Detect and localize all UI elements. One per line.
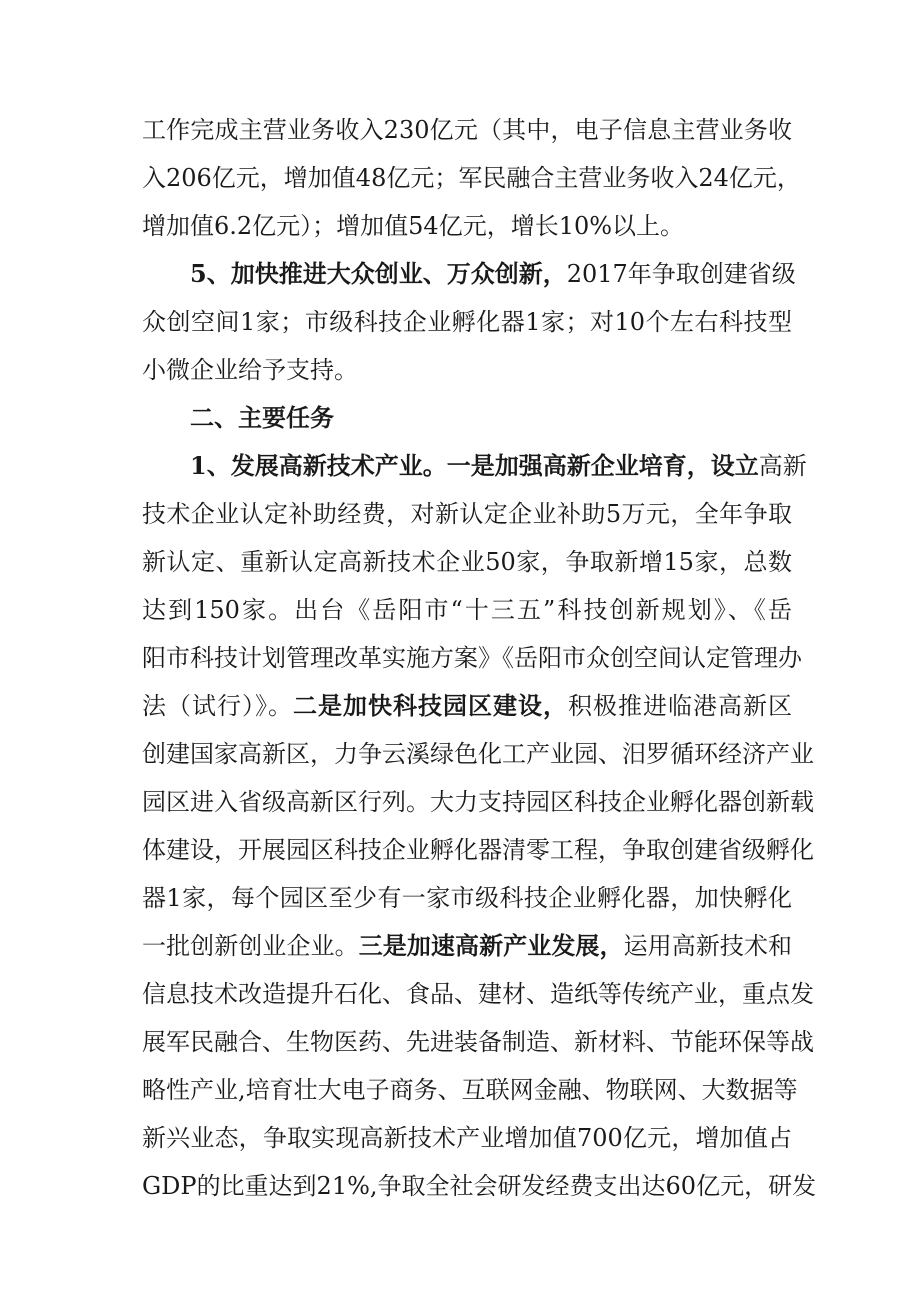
body-text: 一批创新创业企业。 (142, 932, 359, 960)
paragraph-line (190, 259, 796, 289)
paragraph-line (142, 691, 792, 721)
paragraph-line: 入206亿元，增加值48亿元；军民融合主营业务收入24亿元， (142, 164, 801, 192)
paragraph-line: 技术企业认定补助经费，对新认定企业补助5万元，全年争取 (142, 500, 792, 528)
paragraph-line (190, 451, 807, 481)
paragraph-line: 信息技术改造提升石化、食品、建材、造纸等传统产业，重点发 (142, 980, 814, 1008)
paragraph-line: 工作完成主营业务收入230亿元（其中，电子信息主营业务收 (142, 116, 792, 144)
paragraph-line: 新认定、重新认定高新技术企业50家，争取新增15家，总数 (142, 548, 792, 576)
paragraph-line: 小微企业给予支持。 (142, 356, 358, 384)
bold-heading-text: 1、发展高新技术产业。一是加强高新企业培育，设立 (190, 451, 759, 480)
section-heading-text: 二、主要任务 (190, 403, 334, 432)
body-text: 2017年争取创建省级 (566, 260, 796, 288)
paragraph-line: 众创空间1家；市级科技企业孵化器1家；对10个左右科技型 (142, 308, 792, 336)
paragraph-line: 阳市科技计划管理改革实施方案》《岳阳市众创空间认定管理办 (142, 644, 802, 672)
body-text: 积极推进临港高新区 (568, 692, 792, 720)
paragraph-line: 增加值6.2亿元）；增加值54亿元，增长10%以上。 (142, 212, 685, 240)
bold-heading-text: 三是加速高新产业发展， (358, 931, 624, 960)
paragraph-line: 新兴业态，争取实现高新技术产业增加值700亿元，增加值占 (142, 1124, 792, 1152)
paragraph-line: 体建设，开展园区科技企业孵化器清零工程，争取创建省级孵化 (142, 836, 814, 864)
paragraph-line: 园区进入省级高新区行列。大力支持园区科技企业孵化器创新载 (142, 788, 814, 816)
body-text: 高新 (758, 452, 807, 480)
paragraph-line: 展军民融合、生物医药、先进装备制造、新材料、节能环保等战 (142, 1028, 814, 1056)
paragraph-line: 创建国家高新区，力争云溪绿色化工产业园、汨罗循环经济产业 (142, 740, 814, 768)
paragraph-line (142, 931, 792, 961)
bold-heading-text: 5、加快推进大众创业、万众创新， (190, 259, 567, 288)
paragraph-line: GDP的比重达到21%,争取全社会研发经费支出达60亿元，研发 (142, 1172, 817, 1200)
bold-heading-text: 二是加快科技园区建设， (293, 691, 568, 720)
paragraph-line: 略性产业,培育壮大电子商务、互联网金融、物联网、大数据等 (142, 1076, 798, 1104)
paragraph-line: 器1家，每个园区至少有一家市级科技企业孵化器，加快孵化 (142, 884, 792, 912)
body-text: 运用高新技术和 (623, 932, 793, 960)
paragraph-line: 达到150家。出台《岳阳市“十三五”科技创新规划》、《岳 (142, 596, 792, 624)
section-heading (190, 403, 792, 433)
body-text: 法（试行）》。 (142, 692, 293, 720)
